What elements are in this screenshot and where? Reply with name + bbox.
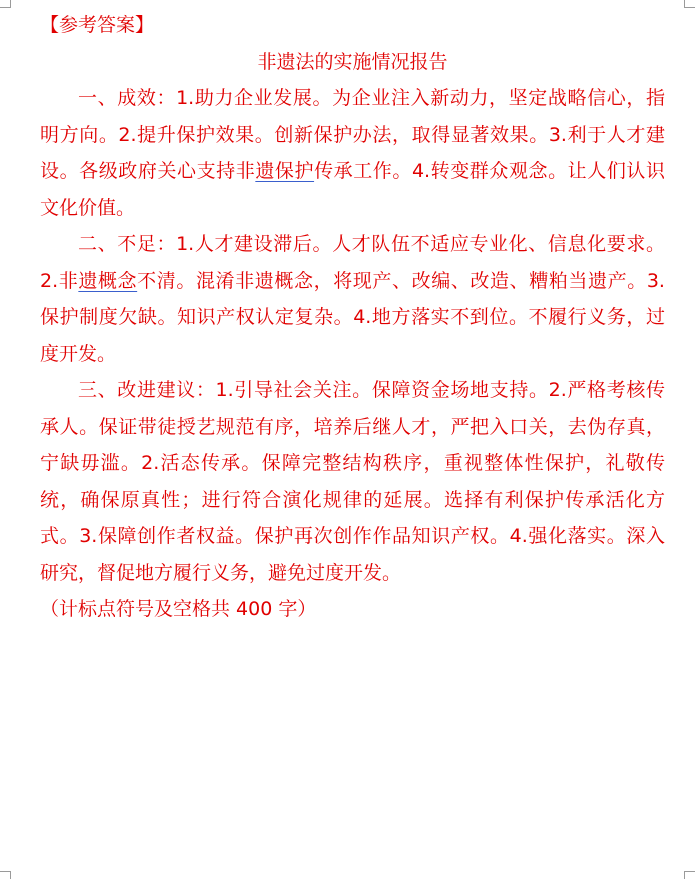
corner-mark-top-left [10, 0, 11, 8]
paragraph-suggestions [40, 372, 665, 591]
spellcheck-marked-text[interactable]: 遗保护 [255, 160, 315, 182]
corner-mark-bottom-right [685, 871, 695, 872]
word-count-note: （计标点符号及空格共 400 字） [40, 598, 317, 620]
document-body[interactable] [40, 7, 665, 628]
corner-mark-bottom-left [0, 871, 10, 872]
corner-mark-bottom-right [684, 871, 685, 879]
paragraph-text: 一、成效：1.助力企业发展。为企业注入新动力，坚定战略信心，指明方向。2.提升保护效果。创新保护办法，取得显著效果。3.利于人才建设。各级政府关心支持非 [40, 87, 665, 182]
corner-mark-top-left [0, 7, 10, 8]
paragraph-text: 不清。混淆非遗概念，将现产、改编、改造、糟粕当遗产。3.保护制度欠缺。知识产权认定复杂。4.地方落实不到位。不履行义务，过度开发。 [40, 269, 665, 365]
paragraph-text: 三、改进建议：1.引导社会关注。保障资金场地支持。2.严格考核传承人。保证带徒授艺规范有序，培养后继人才，严把入口关，去伪存真，宁缺毋滥。2.活态传承。保障完整结构秩序，重视整体性保护，礼敬传统，确保原真性；进行符合演化规律的延展。选择有利保护传承活化方式。3.保障创作者权益。保护再次创作作品知识产权。4.强化落实。深入研究，督促地方履行义务，避免过度开发。 [40, 379, 665, 584]
report-title: 非遗法的实施情况报告 [257, 50, 448, 73]
corner-mark-top-right [684, 0, 685, 8]
paragraph-shortcomings [40, 226, 665, 372]
corner-mark-bottom-left [10, 871, 11, 879]
paragraph-achievements [40, 80, 665, 226]
answer-label: 【参考答案】 [40, 14, 155, 36]
spellcheck-marked-text[interactable]: 遗概念 [78, 269, 138, 292]
paragraph-text: 传承工作。4.转变群众观念。让人们认识文化价值。 [40, 160, 665, 219]
paragraph-text: 二、不足：1.人才建设滞后。人才队伍不适应专业化、信息化要求。2.非 [40, 233, 665, 292]
corner-mark-top-right [685, 7, 695, 8]
